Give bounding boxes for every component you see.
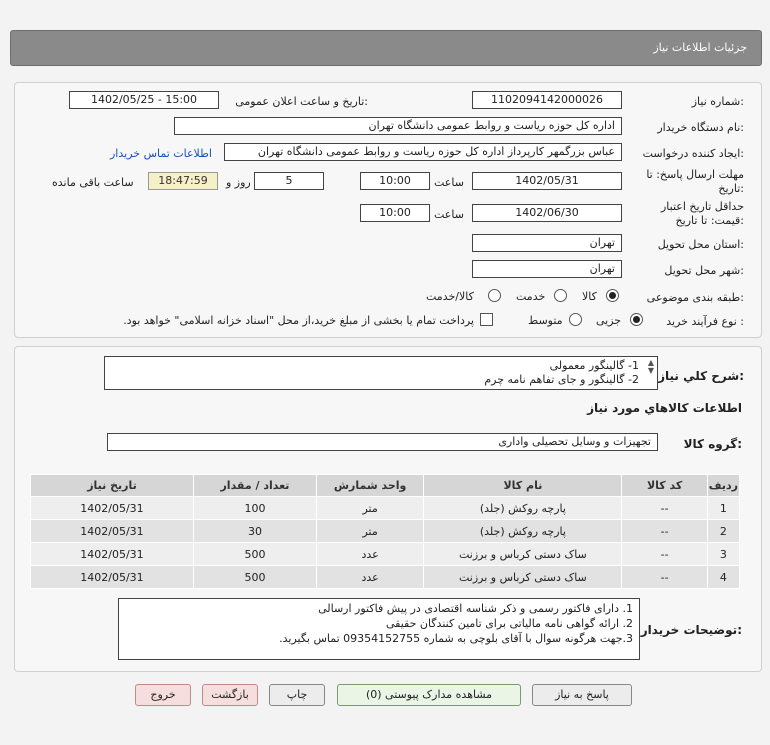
deadline-time-label: ساعت <box>434 176 464 189</box>
page-title-bar <box>10 30 762 66</box>
table-row <box>31 543 740 566</box>
buyer-note-line-2: 2. ارائه گواهی نامه مالیاتی برای تامین کنندگان حقیقی <box>385 617 633 630</box>
process-option-partial: جزیی <box>596 314 622 327</box>
category-radio-goods-service[interactable] <box>488 289 501 302</box>
announce-datetime-label: تاریخ و ساعت اعلان عمومی: <box>235 95 368 108</box>
deadline-label-line2: تاریخ: <box>718 182 744 195</box>
col-header-unit: واحد شمارش <box>316 475 423 497</box>
goods-table <box>30 474 740 589</box>
col-header-quantity: تعداد / مقدار <box>193 475 316 497</box>
cell-unit: عدد <box>316 543 423 566</box>
cell-quantity: 500 <box>193 543 316 566</box>
days-field: 5 <box>254 172 324 190</box>
buyer-org-field: اداره کل حوزه ریاست و روابط عمومی دانشگاه تهران <box>174 117 622 135</box>
city-field: تهران <box>472 260 622 278</box>
treasury-payment-note: پرداخت تمام یا بخشی از مبلغ خرید،از محل "اسناد خزانه اسلامی" خواهد بود. <box>123 314 474 327</box>
category-radio-service[interactable] <box>554 289 567 302</box>
validity-time-field: 10:00 <box>360 204 430 222</box>
col-header-need-date: تاریخ نیاز <box>31 475 194 497</box>
cell-row-number: 4 <box>707 566 739 589</box>
process-radio-medium[interactable] <box>569 313 582 326</box>
goods-table-wrap <box>30 474 740 589</box>
validity-label-line2: قیمت: تا تاریخ: <box>675 214 744 227</box>
cell-unit: متر <box>316 520 423 543</box>
buyer-org-label: نام دستگاه خریدار: <box>657 121 744 134</box>
creator-field: عباس بزرگمهر کارپرداز اداره کل حوزه ریاست و روابط عمومی دانشگاه تهران <box>224 143 622 161</box>
announce-datetime-field: 1402/05/25 - 15:00 <box>69 91 219 109</box>
category-option-goods-service: کالا/خدمت <box>426 290 474 303</box>
buyer-note-line-1: 1. دارای فاکتور رسمی و ذکر شناسه اقتصادی در پیش فاکتور ارسالی <box>318 602 633 615</box>
cell-row-number: 1 <box>707 497 739 520</box>
buyer-note-line-3: 3.جهت هرگونه سوال با آقای بلوچی به شماره 09354152755 تماس بگیرید. <box>279 632 633 645</box>
exit-button[interactable]: خروج <box>135 684 191 706</box>
cell-goods-name: پارچه روکش (جلد) <box>424 520 622 543</box>
cell-goods-code: -- <box>622 566 707 589</box>
process-option-medium: متوسط <box>528 314 563 327</box>
cell-row-number: 3 <box>707 543 739 566</box>
category-option-service: خدمت <box>516 290 546 303</box>
table-row <box>31 566 740 589</box>
validity-date-field: 1402/06/30 <box>472 204 622 222</box>
summary-line-1: 1- گالینگور معمولی <box>549 359 639 372</box>
cell-need-date: 1402/05/31 <box>31 520 194 543</box>
summary-textarea[interactable] <box>104 356 658 390</box>
cell-row-number: 2 <box>707 520 739 543</box>
validity-label-line1: حداقل تاریخ اعتبار <box>660 200 744 213</box>
cell-quantity: 100 <box>193 497 316 520</box>
remaining-time-field: 18:47:59 <box>148 172 218 190</box>
print-button[interactable]: چاپ <box>269 684 325 706</box>
table-row <box>31 520 740 543</box>
province-field: تهران <box>472 234 622 252</box>
process-radio-partial[interactable] <box>630 313 643 326</box>
cell-need-date: 1402/05/31 <box>31 566 194 589</box>
back-button[interactable]: بازگشت <box>202 684 258 706</box>
goods-table-header <box>31 475 740 497</box>
deadline-date-field: 1402/05/31 <box>472 172 622 190</box>
scroll-arrows-icon[interactable]: ▲ ▼ <box>647 358 654 375</box>
remaining-time-label: ساعت باقی مانده <box>52 176 134 189</box>
province-label: استان محل تحویل: <box>657 238 744 251</box>
col-header-goods-code: کد کالا <box>622 475 707 497</box>
category-label: طبقه بندی موضوعی: <box>646 291 744 304</box>
creator-label: ایجاد کننده درخواست: <box>642 147 744 160</box>
buyer-contact-link[interactable]: اطلاعات تماس خریدار <box>110 147 212 160</box>
buyer-notes-box <box>118 598 640 660</box>
col-header-row-number: ردیف <box>707 475 739 497</box>
deadline-time-field: 10:00 <box>360 172 430 190</box>
cell-goods-code: -- <box>622 497 707 520</box>
cell-goods-name: ساک دستی کرباس و برزنت <box>424 566 622 589</box>
col-header-goods-name: نام کالا <box>424 475 622 497</box>
goods-group-field: تجهیزات و وسایل تحصیلی واداری <box>107 433 658 451</box>
cell-goods-code: -- <box>622 520 707 543</box>
reply-button[interactable]: پاسخ به نیاز <box>532 684 632 706</box>
cell-need-date: 1402/05/31 <box>31 497 194 520</box>
process-label: نوع فرآیند خرید : <box>666 315 744 328</box>
need-number-label: شماره نیاز: <box>691 95 744 108</box>
goods-group-label: گروه کالا: <box>683 437 742 451</box>
cell-quantity: 500 <box>193 566 316 589</box>
summary-label: شرح کلي نياز: <box>658 369 744 383</box>
category-option-goods: کالا <box>582 290 597 303</box>
cell-goods-name: پارچه روکش (جلد) <box>424 497 622 520</box>
validity-time-label: ساعت <box>434 208 464 221</box>
table-row <box>31 497 740 520</box>
cell-quantity: 30 <box>193 520 316 543</box>
cell-goods-code: -- <box>622 543 707 566</box>
summary-line-2: 2- گالینگور و جای تفاهم نامه چرم <box>484 373 639 386</box>
view-attachments-button[interactable]: مشاهده مدارک پیوستی (0) <box>337 684 521 706</box>
cell-unit: متر <box>316 497 423 520</box>
cell-unit: عدد <box>316 566 423 589</box>
cell-goods-name: ساک دستی کرباس و برزنت <box>424 543 622 566</box>
need-number-field: 1102094142000026 <box>472 91 622 109</box>
goods-section-title: اطلاعات کالاهاي مورد نياز <box>587 401 742 415</box>
treasury-payment-checkbox[interactable] <box>480 313 493 326</box>
buyer-notes-label: توضیحات خریدار: <box>640 623 742 637</box>
page-title: جزئیات اطلاعات نیاز <box>653 41 747 54</box>
category-radio-goods[interactable] <box>606 289 619 302</box>
city-label: شهر محل تحویل: <box>664 264 744 277</box>
deadline-label-line1: مهلت ارسال پاسخ: تا <box>646 168 744 181</box>
days-label: روز و <box>226 176 251 189</box>
cell-need-date: 1402/05/31 <box>31 543 194 566</box>
